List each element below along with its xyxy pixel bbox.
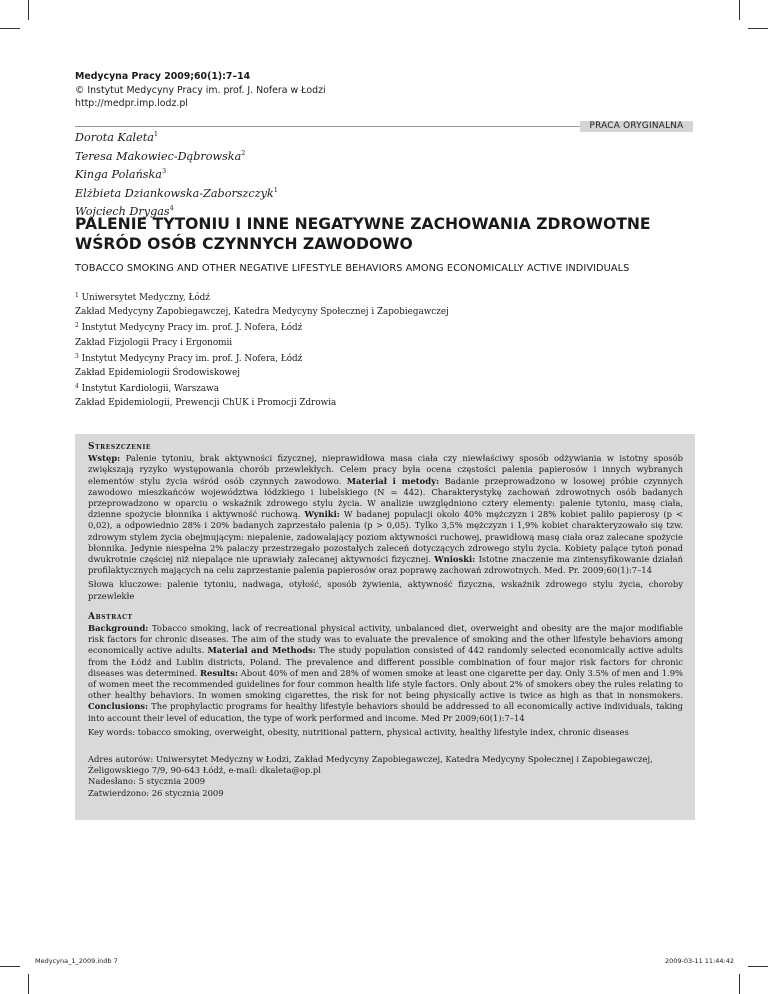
affiliation: Zakład Epidemiologii, Prewencji ChUK i Promocji Zdrowia [75,398,337,409]
correspondence: Adres autorów: Uniwersytet Medyczny w Łodzi, Zakład Medycyny Zapobiegawczej, Katedra Medycyny Społecznej i Zapobiegawczej, Żeligowskiego 7/9, 90-643 Łódź, e-mail: dkaleta@op.pl Nadesłano: 5 stycznia 2009 Zatwierdzono: 26 stycznia 2009 [88,754,683,799]
received-date: Nadesłano: 5 stycznia 2009 [88,776,206,787]
author: Dorota Kaleta$^1$ [75,130,159,144]
streszczenie-heading: Streszczenie [88,442,152,452]
author: Kinga Polańska$^3$ [75,167,167,182]
crop-mark [0,28,20,29]
abstract-text: Background: Tobacco smoking, lack of recreational physical activity, unbalanced diet, overweight and obesity are the major modifiable risk factors for chronic diseases. The aim of the study was to evaluate the prevalence of smoking and the other lifestyle behaviors among economically active adults. Material and Methods: The study population consisted of 442 randomly selected economically active adults from the Łódź and Lublin districts, Poland. The prevalence and different possible combination of four major risk factors for chronic diseases was determined. Results: About 40% of men and 28% of women smoke at least one cigarette per day. Only 3.5% of men and 1.9% of women meet the recommended guidelines for four common health life style factors. Only about 2% of smokers obey the rules relating to other healthy behaviors. In women smoking cigarettes, the risk for not being physically active is twice as high as that in nonsmokers. Conclusions: The prophylactic programs for healthy lifestyle behaviors should be addressed to all economically active individuals, taking into account their level of education, the type of work performed and income. Med Pr 2009;60(1):7–14 [88,623,683,723]
author: Elżbieta Dziankowska-Zaborszczyk$^1$ [75,185,278,200]
crop-mark [748,28,768,29]
journal-copyright: © Instytut Medycyny Pracy im. prof. J. Nofera w Łodzi [75,84,326,96]
crop-mark [739,0,740,20]
crop-mark [0,966,20,967]
article-subtitle: TOBACCO SMOKING AND OTHER NEGATIVE LIFESTYLE BEHAVIORS AMONG ECONOMICALLY ACTIVE INDIVIDUALS [75,263,630,274]
affiliation: $^1$ Uniwersytet Medyczny, Łódź [75,292,210,303]
author: Wojciech Drygas$^4$ [75,204,174,219]
crop-mark [28,974,29,994]
crop-mark [28,0,29,20]
crop-mark [748,966,768,967]
article-title: PALENIE TYTONIU I INNE NEGATYWNE ZACHOWANIA ZDROWOTNE WŚRÓD OSÓB CZYNNYCH ZAWODOWO [75,215,651,253]
journal-url[interactable]: http://medpr.imp.lodz.pl [75,98,188,109]
crop-mark [739,974,740,994]
journal-header [75,70,326,111]
abstract-keywords: Key words: tobacco smoking, overweight, obesity, nutritional pattern, physical activity, healthy lifestyle index, chronic diseases [88,726,629,737]
author-list [75,127,278,220]
streszczenie-text: Wstęp: Palenie tytoniu, brak aktywności fizycznej, nieprawidłowa masa ciała czy niewłaściwy sposób odżywiania w istotny sposób zwiększają ryzyko występowania chorób przewlekłych. Celem pracy była ocena częstości palenia papierosów i innych wybranych elementów stylu życia wśród osób czynnych zawodowo. Materiał i metody: Badanie przeprowadzono w losowej próbie czynnych zawodowo mieszkańców województwa łódzkiego i lubelskiego (N = 442). Charakterystykę zachowań zdrowotnych osób badanych przeprowadzono w oparciu o wskaźnik zdrowego stylu życia. W analizie uwzględniono cztery elementy: palenie tytoniu, masę ciała, dzienne spożycie błonnika i aktywność ruchową. Wyniki: W badanej populacji około 40% mężczyzn i 28% kobiet paliło papierosy (p < 0,02), a odpowiednio 28% i 20% badanych zaprzestało palenia (p > 0,05). Tylko 3,5% mężczyzn i 1,9% kobiet charakteryzowało się tzw. zdrowym stylem życia obejmującym: niepalenie, zadowalający poziom aktywności ruchowej, prawidłową masę ciała oraz zalecane spożycie błonnika. Jedynie niespełna 2% palaczy przestrzegało pozostałych zaleceń dotyczących zdrowego stylu życia. Kobiety palące tytoń ponad dwukrotnie częściej niż niepalące nie uprawiały zalecanej aktywności fizycznej. Wnioski: Istotne znaczenie ma zintensyfikowanie działań profilaktycznych mających na celu zaprzestanie palenia papierosów oraz poprawę zachowań zdrowotnych. Med. Pr. 2009;60(1):7–14 [88,453,684,576]
author: Teresa Makowiec-Dąbrowska$^2$ [75,148,246,163]
streszczenie-keywords: Słowa kluczowe: palenie tytoniu, nadwaga, otyłość, sposób żywienia, aktywność fizyczna, wskaźnik zdrowego stylu życia, choroby przewlekłe [88,579,683,601]
affiliation-list [75,289,449,411]
affiliation: Zakład Medycyny Zapobiegawczej, Katedra Medycyny Społecznej i Zapobiegawczej [75,307,449,318]
abstract-box [75,434,695,820]
affiliation: $^2$ Instytut Medycyny Pracy im. prof. J. Nofera, Łódź [75,322,303,334]
accepted-date: Zatwierdzono: 26 stycznia 2009 [88,787,224,798]
affiliation: Zakład Epidemiologii Środowiskowej [75,368,240,379]
journal-title: Medycyna Pracy 2009;60(1):7–14 [75,71,251,82]
article-type-label: PRACA ORYGINALNA [580,121,693,132]
affiliation: Zakład Fizjologii Pracy i Ergonomii [75,337,233,348]
affiliation: $^3$ Instytut Medycyny Pracy im. prof. J. Nofera, Łódź [75,352,303,364]
abstract-heading: Abstract [88,611,133,622]
footer-timestamp: 2009-03-11 11:44:42 [664,957,734,965]
footer-filename: Medycyna_1_2009.indb 7 [35,957,118,965]
affiliation: $^4$ Instytut Kardiologii, Warszawa [75,383,219,395]
